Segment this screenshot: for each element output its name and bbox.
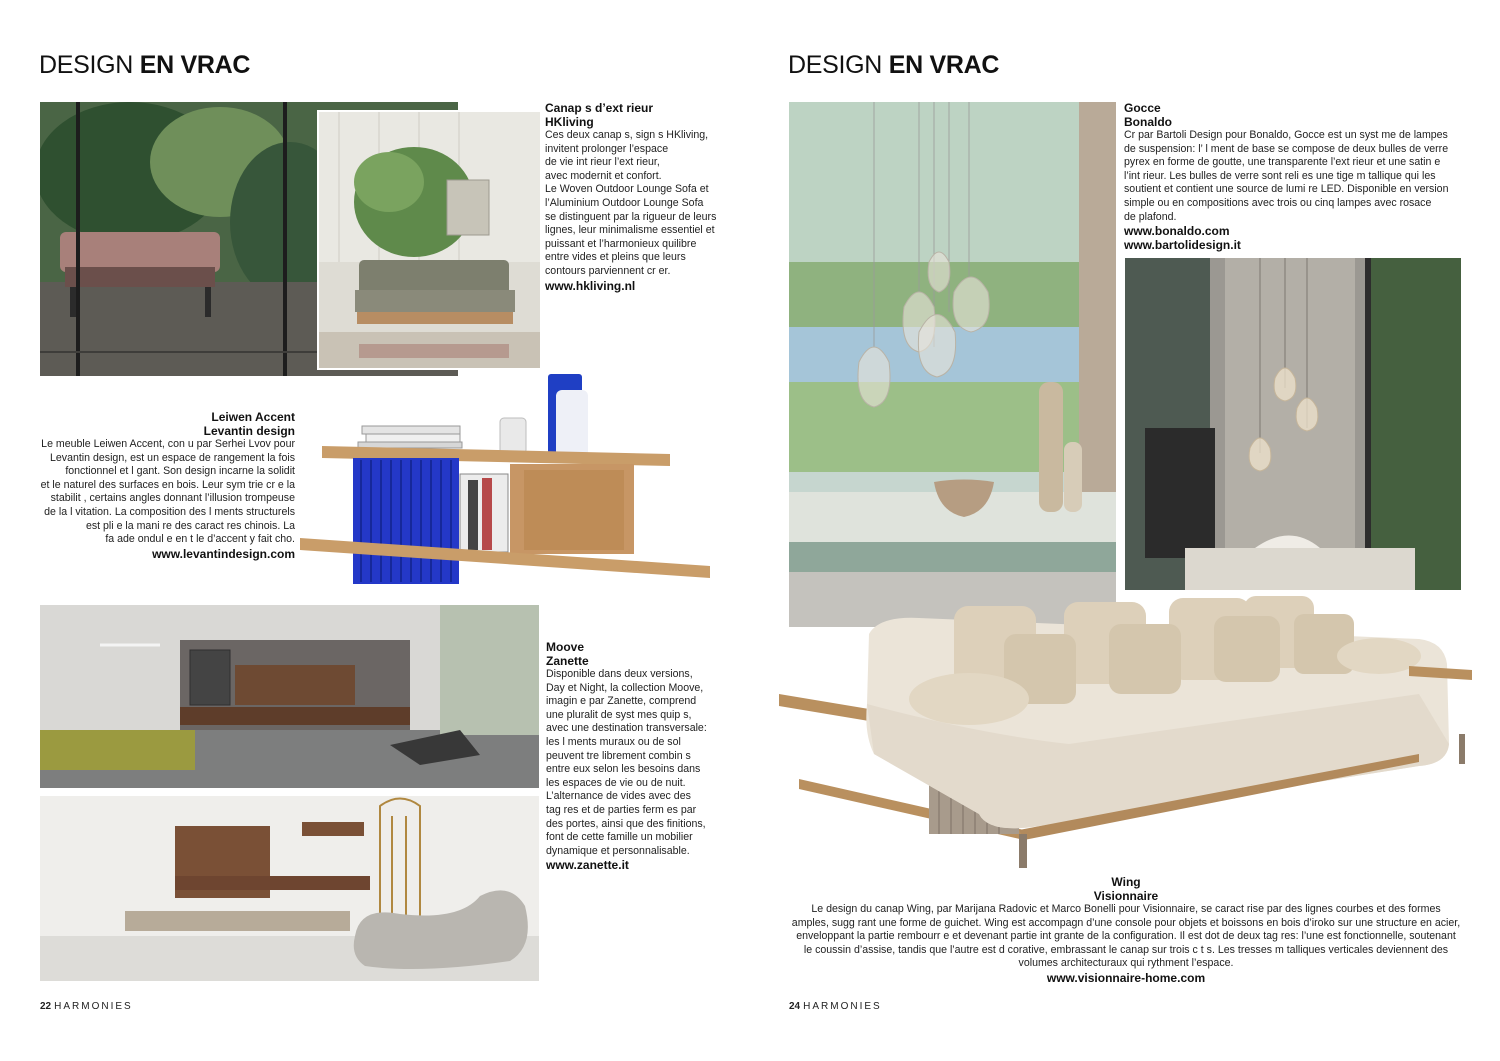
title-bold: EN VRAC: [139, 51, 251, 79]
gocce-interior-photo: [1125, 258, 1461, 590]
gocce-heading: Gocce: [1124, 101, 1161, 115]
left-page-title: [39, 51, 250, 80]
text-line: enveloppant la partie rembourr e et devenant partie int grante de la configuration. Il est dot de deux tag res: l’une est fonctionnelle, soutenant: [796, 930, 1456, 943]
text-line: Cr par Bartoli Design pour Bonaldo, Gocce est un syst me de lampes: [1124, 129, 1448, 141]
text-line: L’alternance de vides avec des: [546, 790, 691, 803]
text-line: fa ade ondul e en t le d’accent y fait cho.: [105, 533, 295, 546]
text-line: l’int rieur. Les bulles de verre sont reli es une tige m tallique qui les: [1124, 169, 1436, 182]
text-line: se distinguent par la rigueur de leurs: [545, 210, 717, 223]
gocce-window-photo: [789, 102, 1116, 627]
text-line: les espaces de vie ou de nuit.: [546, 776, 686, 789]
text-line: simple ou en compositions avec trois ou cinq lampes avec rosace: [1124, 196, 1432, 209]
text-line: de la l vitation. La composition des l ments structurels: [44, 505, 295, 518]
text-line: de plafond.: [1124, 210, 1177, 223]
page-number: 22: [40, 1001, 52, 1012]
hkliving-brand: HKliving: [545, 115, 594, 129]
text-line: Le design du canap Wing, par Marijana Radovic et Marco Bonelli pour Visionnaire, se caract rise par des lignes courbes et des formes: [811, 903, 1441, 915]
moove-night-illustration: [40, 796, 539, 981]
text-line: des portes, ainsi que des finitions,: [546, 817, 706, 830]
hkliving-terrace-photo: [317, 110, 542, 370]
title-bold: EN VRAC: [888, 51, 1000, 79]
moove-body: [546, 668, 746, 858]
moove-link[interactable]: www.zanette.it: [546, 858, 629, 873]
text-line: soutient et contient une source de lumi re LED. Disponible en version: [1124, 183, 1449, 196]
wing-body: [788, 903, 1464, 971]
left-page-folio: [40, 1001, 133, 1012]
title-light: DESIGN: [788, 51, 883, 79]
text-line: peuvent tre librement combin s: [546, 749, 691, 762]
text-line: est pli e la mani re des caract res chinois. La: [85, 519, 295, 532]
magazine-name: HARMONIES: [803, 1001, 882, 1012]
bartolidesign-link[interactable]: www.bartolidesign.it: [1124, 238, 1241, 253]
text-line: Le meuble Leiwen Accent, con u par Serhei Lvov pour: [41, 438, 295, 450]
gocce-article: [1124, 101, 1470, 252]
text-line: Le Woven Outdoor Lounge Sofa et: [545, 183, 709, 196]
leiwen-body: [36, 438, 295, 547]
leiwen-link[interactable]: www.levantindesign.com: [152, 546, 295, 561]
text-line: invitent prolonger l’espace: [545, 142, 669, 155]
text-line: dynamique et personnalisable.: [546, 844, 690, 857]
text-line: entre eux selon les besoins dans: [546, 763, 701, 776]
leiwen-brand: Levantin design: [203, 424, 295, 438]
text-line: imagin e par Zanette, comprend: [546, 695, 697, 708]
gocce-brand: Bonaldo: [1124, 115, 1172, 129]
magazine-name: HARMONIES: [54, 1001, 133, 1012]
right-page-title: [788, 51, 999, 80]
terrace-illustration: [319, 112, 540, 368]
text-line: le coussin d’assise, tandis que l’autre est d corative, embrassant le canap sur trois c t s. Les tresses m talliques verticales deviennent des: [803, 943, 1449, 956]
gocce-interior-illustration: [1125, 258, 1461, 590]
title-light: DESIGN: [39, 51, 134, 79]
wing-sofa-photo: [779, 594, 1472, 870]
text-line: lignes, leur minimalisme essentiel et: [545, 224, 715, 237]
moove-brand: Zanette: [546, 654, 589, 668]
text-line: Disponible dans deux versions,: [546, 668, 693, 680]
leiwen-furniture-photo: [300, 370, 712, 585]
text-line: volumes architecturaux qui rythment l’espace.: [1018, 957, 1234, 970]
text-line: Levantin design, est un espace de rangement la fois: [50, 451, 295, 464]
text-line: de suspension: l’ l ment de base se compose de deux bulles de verre: [1124, 142, 1449, 155]
moove-night-photo: [40, 796, 539, 981]
text-line: avec une destination transversale:: [546, 722, 707, 735]
text-line: font de cette famille un mobilier: [546, 831, 693, 844]
text-line: l’Aluminium Outdoor Lounge Sofa: [545, 196, 704, 209]
gocce-body: [1124, 129, 1470, 224]
hkliving-body: [545, 129, 745, 279]
hkliving-heading: Canap s d’ext rieur: [545, 101, 654, 115]
right-page-folio: [789, 1001, 882, 1012]
text-line: les l ments muraux ou de sol: [546, 735, 681, 748]
wing-heading: Wing: [1111, 875, 1141, 889]
leiwen-heading: Leiwen Accent: [211, 410, 295, 424]
text-line: Ces deux canap s, sign s HKliving,: [545, 129, 709, 141]
page-number: 24: [789, 1001, 801, 1012]
wing-sofa-illustration: [779, 594, 1472, 870]
text-line: amples, sugg rant une forme de guichet. Wing est accompagn d’une console pour objets et boissons en bois d’iroko sur une structure en acier,: [791, 916, 1461, 929]
text-line: de vie int rieur l’ext rieur,: [545, 156, 660, 169]
text-line: entre vides et pleins que leurs: [545, 251, 686, 264]
gocce-window-illustration: [789, 102, 1116, 627]
text-line: et le naturel des surfaces en bois. Leur sym trie cr e la: [40, 478, 295, 491]
text-line: tag res et de parties ferm es par: [546, 803, 697, 816]
wing-brand: Visionnaire: [1093, 889, 1159, 903]
text-line: pyrex en forme de goutte, une transparente l’ext rieur et une satin e: [1124, 156, 1441, 169]
visionnaire-link[interactable]: www.visionnaire-home.com: [1046, 970, 1206, 985]
moove-heading: Moove: [546, 640, 585, 654]
leiwen-illustration: [300, 370, 712, 585]
text-line: avec modernit et confort.: [545, 169, 662, 182]
text-line: Day et Night, la collection Moove,: [546, 681, 704, 694]
leiwen-article: [36, 410, 295, 561]
wing-article: [788, 875, 1464, 985]
moove-day-illustration: [40, 605, 539, 788]
text-line: stabilit , certains angles donnant l’illusion trompeuse: [50, 492, 295, 505]
text-line: une pluralit de syst mes quip s,: [546, 708, 692, 721]
hkliving-link[interactable]: www.hkliving.nl: [545, 278, 636, 293]
text-line: contours parviennent cr er.: [545, 264, 671, 277]
moove-article: [546, 640, 746, 872]
text-line: puissant et l’harmonieux quilibre: [545, 237, 697, 250]
moove-day-photo: [40, 605, 539, 788]
text-line: fonctionnel et l gant. Son design incarne la solidit: [65, 465, 295, 478]
hkliving-article: [545, 101, 745, 293]
bonaldo-link[interactable]: www.bonaldo.com: [1124, 224, 1230, 239]
